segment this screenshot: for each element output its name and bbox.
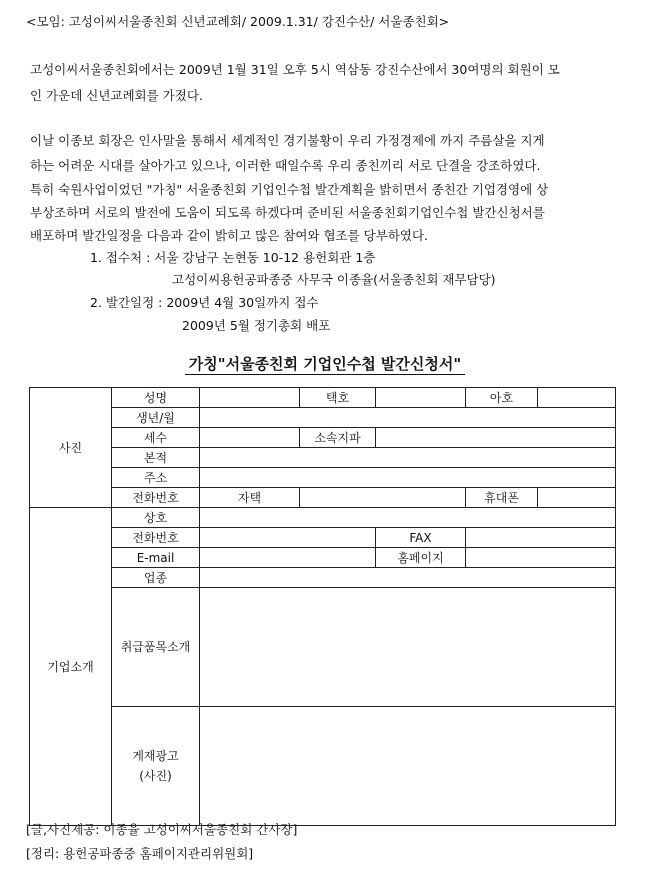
home-phone-label: 자택: [200, 488, 300, 508]
mobile-field[interactable]: [538, 488, 616, 508]
business-label: 업종: [112, 568, 200, 588]
address-field[interactable]: [200, 468, 616, 488]
company-name-label: 상호: [112, 508, 200, 528]
fax-field[interactable]: [466, 528, 616, 548]
photo-section-label: 사진: [30, 388, 112, 508]
home-phone-field[interactable]: [300, 488, 466, 508]
aho-field[interactable]: [538, 388, 616, 408]
aho-label: 아호: [466, 388, 538, 408]
schedule-item: 2. 발간일정 : 2009년 4월 30일까지 접수: [90, 295, 319, 310]
fax-label: FAX: [376, 528, 466, 548]
paragraph-2-line-4: 부상조하며 서로의 발전에 도움이 되도록 하겠다며 준비된 서울종친회기업인수첩 발간신청서를: [30, 205, 545, 220]
reception-item: 1. 접수처 : 서울 강남구 논현동 10-12 용헌회관 1층: [90, 250, 376, 265]
name-label: 성명: [112, 388, 200, 408]
editor-line: [정리: 용헌공파종중 홈페이지관리위원회]: [26, 846, 254, 861]
business-field[interactable]: [200, 568, 616, 588]
credit-line: [글,사진제공: 이종율 고성이씨서울종친회 간사장]: [26, 822, 298, 837]
schedule-distribution: 2009년 5월 정기총회 배포: [182, 318, 331, 333]
name-field[interactable]: [200, 388, 300, 408]
paragraph-2-line-1: 이날 이종보 회장은 인사말을 통해서 세계적인 경기불황이 우리 가정경제에 까지 주름살을 지게: [30, 133, 545, 148]
homepage-field[interactable]: [466, 548, 616, 568]
mobile-label: 휴대폰: [466, 488, 538, 508]
ad-field[interactable]: [200, 707, 616, 826]
paragraph-2-line-2: 하는 어려운 시대를 살아가고 있으나, 이러한 때일수록 우리 종친끼리 서로 단결을 강조하였다.: [30, 158, 541, 173]
bonjeok-field[interactable]: [200, 448, 616, 468]
paragraph-2-line-5: 배포하며 발간일정을 다음과 같이 밝히고 많은 참여와 협조를 당부하였다.: [30, 228, 429, 243]
products-label: 취급품목소개: [112, 588, 200, 707]
address-label: 주소: [112, 468, 200, 488]
application-form-table: [29, 387, 616, 826]
paragraph-2-line-3: 특히 숙원사업이었던 "가칭" 서울종친회 기업인수첩 발간계획을 밝히면서 종친간 기업경영에 상: [30, 182, 549, 197]
sesu-field[interactable]: [200, 428, 300, 448]
paragraph-1-line-1: 고성이씨서울종친회에서는 2009년 1월 31일 오후 5시 역삼동 강진수산에서 30여명의 회원이 모: [30, 62, 560, 77]
email-label: E-mail: [112, 548, 200, 568]
birth-field[interactable]: [200, 408, 616, 428]
company-section-label: 기업소개: [30, 508, 112, 826]
reception-contact: 고성이씨용헌공파종중 사무국 이종율(서울종친회 재무담당): [172, 272, 496, 287]
company-name-field[interactable]: [200, 508, 616, 528]
email-field[interactable]: [200, 548, 376, 568]
paragraph-1-line-2: 인 가운데 신년교례회를 가졌다.: [30, 88, 203, 103]
taekho-field[interactable]: [376, 388, 466, 408]
ad-label: 게재광고 (사진): [112, 707, 200, 826]
sesu-label: 세수: [112, 428, 200, 448]
phone-label: 전화번호: [112, 488, 200, 508]
company-phone-field[interactable]: [200, 528, 376, 548]
form-title: 가칭"서울종친회 기업인수첩 발간신청서": [0, 353, 650, 374]
products-field[interactable]: [200, 588, 616, 707]
homepage-label: 홈페이지: [376, 548, 466, 568]
taekho-label: 택호: [300, 388, 376, 408]
meeting-header: <모임: 고성이씨서울종친회 신년교례회/ 2009.1.31/ 강진수산/ 서울종친회>: [26, 14, 450, 29]
company-phone-label: 전화번호: [112, 528, 200, 548]
jipa-field[interactable]: [376, 428, 616, 448]
birth-label: 생년/월: [112, 408, 200, 428]
jipa-label: 소속지파: [300, 428, 376, 448]
bonjeok-label: 본적: [112, 448, 200, 468]
